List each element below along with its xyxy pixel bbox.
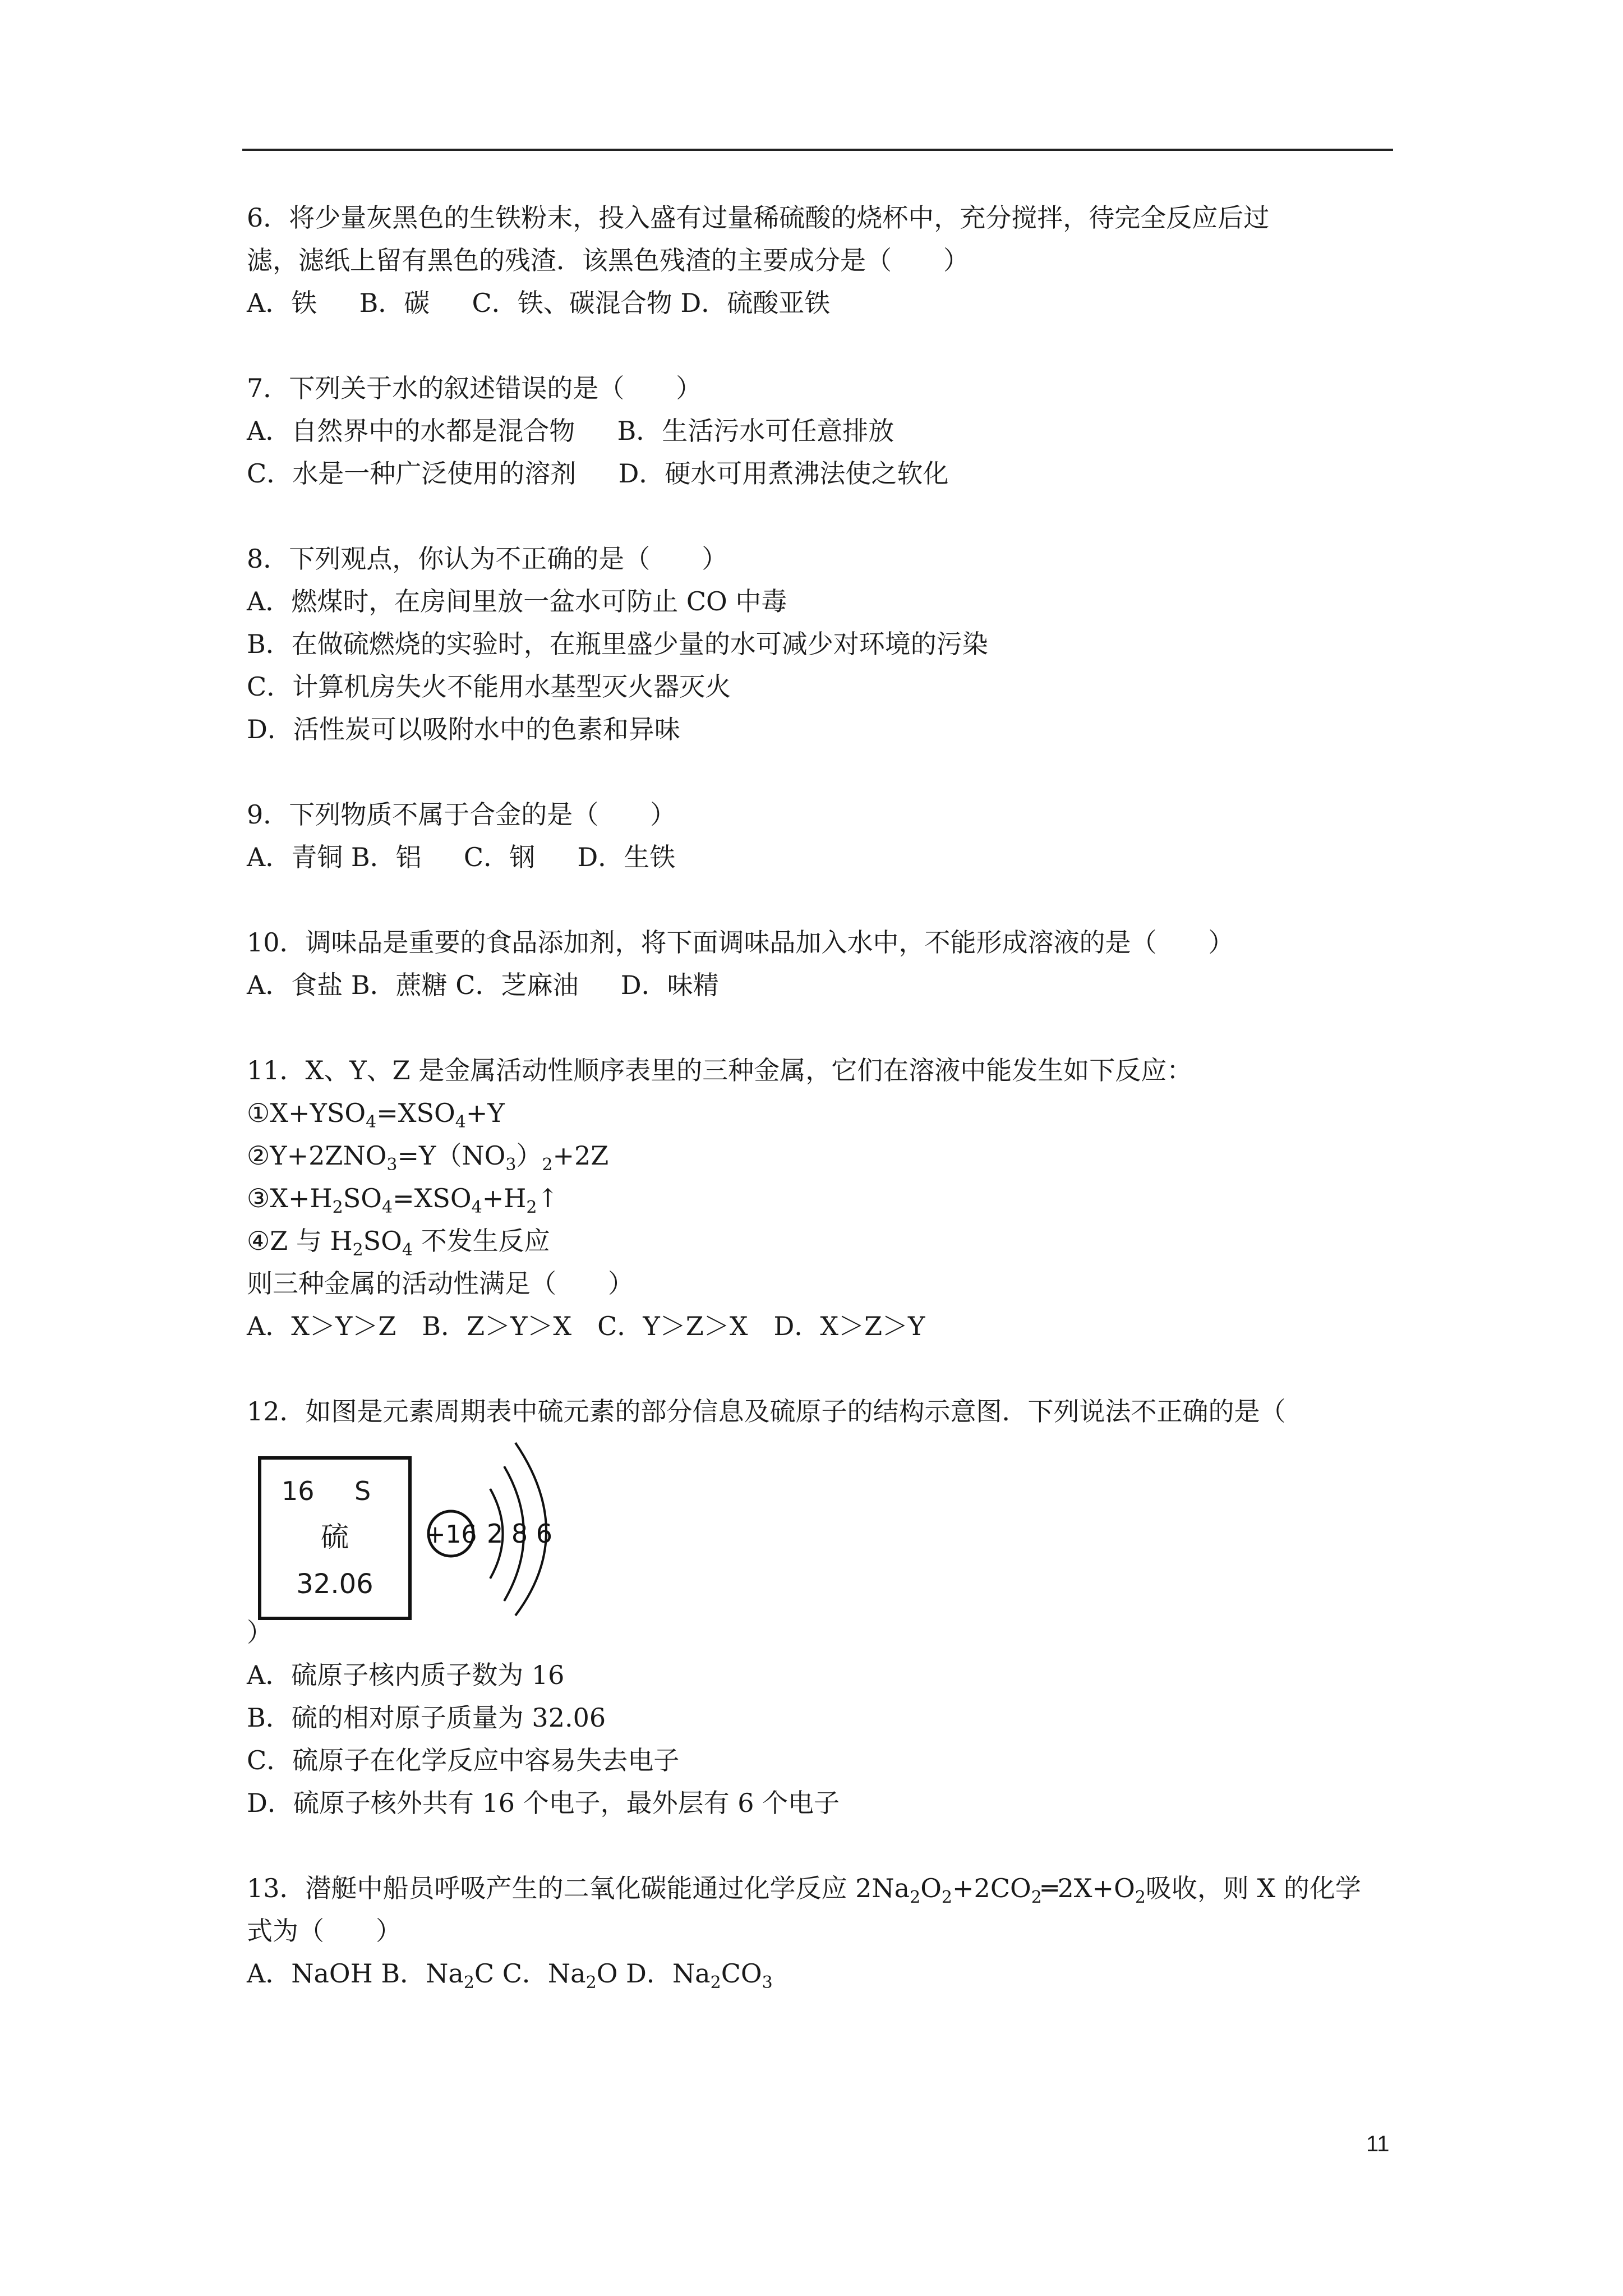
- q6-stem-line1: 6．将少量灰黑色的生铁粉末，投入盛有过量稀硫酸的烧杯中，充分搅拌，待完全反应后过: [247, 203, 1270, 233]
- header-rule: [242, 149, 1393, 151]
- q8-option-b: B．在做硫燃烧的实验时，在瓶里盛少量的水可减少对环境的污染: [247, 629, 988, 659]
- q11-ask: 则三种金属的活动性满足（ ）: [247, 1268, 634, 1299]
- q7-options-row1: A．自然界中的水都是混合物 B．生活污水可任意排放: [247, 416, 895, 446]
- element-symbol: S: [354, 1476, 371, 1506]
- question-7: [247, 367, 1396, 495]
- q13-options: A．NaOH B．$Na_2C$ C．$Na_2O$ D．$Na_2CO_3$: [247, 1958, 773, 1993]
- question-8: [247, 537, 1396, 751]
- question-12: [247, 1390, 1396, 1824]
- q10-options: A．食盐 B．蔗糖 C．芝麻油 D．味精: [247, 970, 719, 1000]
- q8-option-a: A．燃煤时，在房间里放一盆水可防止 CO 中毒: [247, 586, 787, 616]
- q12-option-c: C．硫原子在化学反应中容易失去电子: [247, 1745, 680, 1775]
- atomic-number: 16: [282, 1476, 315, 1506]
- q9-stem: 9．下列物质不属于合金的是（ ）: [247, 799, 676, 830]
- q12-option-d: D．硫原子核外共有 16 个电子，最外层有 6 个电子: [247, 1788, 840, 1818]
- q12-option-b: B．硫的相对原子质量为 32.06: [247, 1703, 606, 1733]
- q12-stem: 12．如图是元素周期表中硫元素的部分信息及硫原子的结构示意图．下列说法不正确的是（: [247, 1396, 1286, 1427]
- question-10: [247, 921, 1396, 1006]
- periodic-table-cell: [258, 1456, 412, 1620]
- q10-stem: 10．调味品是重要的食品添加剂，将下面调味品加入水中，不能形成溶液的是（ ）: [247, 927, 1234, 958]
- q11-reaction-1: $①X+YSO_4=XSO_4+Y$: [247, 1098, 505, 1132]
- q8-option-d: D．活性炭可以吸附水中的色素和异味: [247, 714, 680, 744]
- element-name: 硫: [321, 1521, 349, 1553]
- q8-stem: 8．下列观点，你认为不正确的是（ ）: [247, 544, 728, 574]
- question-11: [247, 1049, 1396, 1347]
- q6-stem-line2: 滤，滤纸上留有黑色的残渣．该黑色残渣的主要成分是（ ）: [247, 245, 969, 275]
- q13-stem-line2: 式为（ ）: [247, 1916, 402, 1946]
- q6-options: A．铁 B．碳 C．铁、碳混合物 D．硫酸亚铁: [247, 288, 831, 318]
- q11-reaction-2: $②Y+2ZNO_3=Y(NO_3)_2+2Z$: [247, 1140, 609, 1175]
- q11-reaction-4: ④Z 与 $H_2SO_4$ 不发生反应: [247, 1226, 550, 1260]
- q13-stem-line1: 13．潜艇中船员呼吸产生的二氧化碳能通过化学反应 $2Na_2O_2+2CO_2═2X+O_2$吸收，则 X 的化学: [247, 1873, 1361, 1907]
- page-number: 11: [1366, 2132, 1390, 2156]
- q9-options: A．青铜 B．铝 C．钢 D．生铁: [247, 842, 676, 872]
- q11-stem: 11．X、Y、Z 是金属活动性顺序表里的三种金属，它们在溶液中能发生如下反应：: [247, 1055, 1193, 1085]
- q8-option-c: C．计算机房失火不能用水基型灭火器灭火: [247, 671, 731, 702]
- page-content: [247, 196, 1396, 2037]
- question-9: [247, 793, 1396, 878]
- shell-electron-counts: 2 8 6: [487, 1519, 553, 1549]
- question-6: [247, 196, 1396, 324]
- q12-option-a: A．硫原子核内质子数为 16: [247, 1660, 565, 1690]
- sulfur-figure: [258, 1437, 1396, 1617]
- q7-options-row2: C．水是一种广泛使用的溶剂 D．硬水可用煮沸法使之软化: [247, 458, 949, 489]
- question-13: [247, 1867, 1396, 1995]
- nucleus-charge: +16: [425, 1520, 477, 1549]
- atomic-mass: 32.06: [296, 1568, 374, 1600]
- atomic-structure-diagram: [417, 1437, 585, 1617]
- q11-options: A．X＞Y＞Z B．Z＞Y＞X C．Y＞Z＞X D．X＞Z＞Y: [247, 1311, 925, 1341]
- q7-stem: 7．下列关于水的叙述错误的是（ ）: [247, 373, 702, 403]
- q11-reaction-3: $③X+H_2SO_4=XSO_4+H_2↑$: [247, 1183, 559, 1217]
- q12-stem-close: ）: [247, 1617, 273, 1648]
